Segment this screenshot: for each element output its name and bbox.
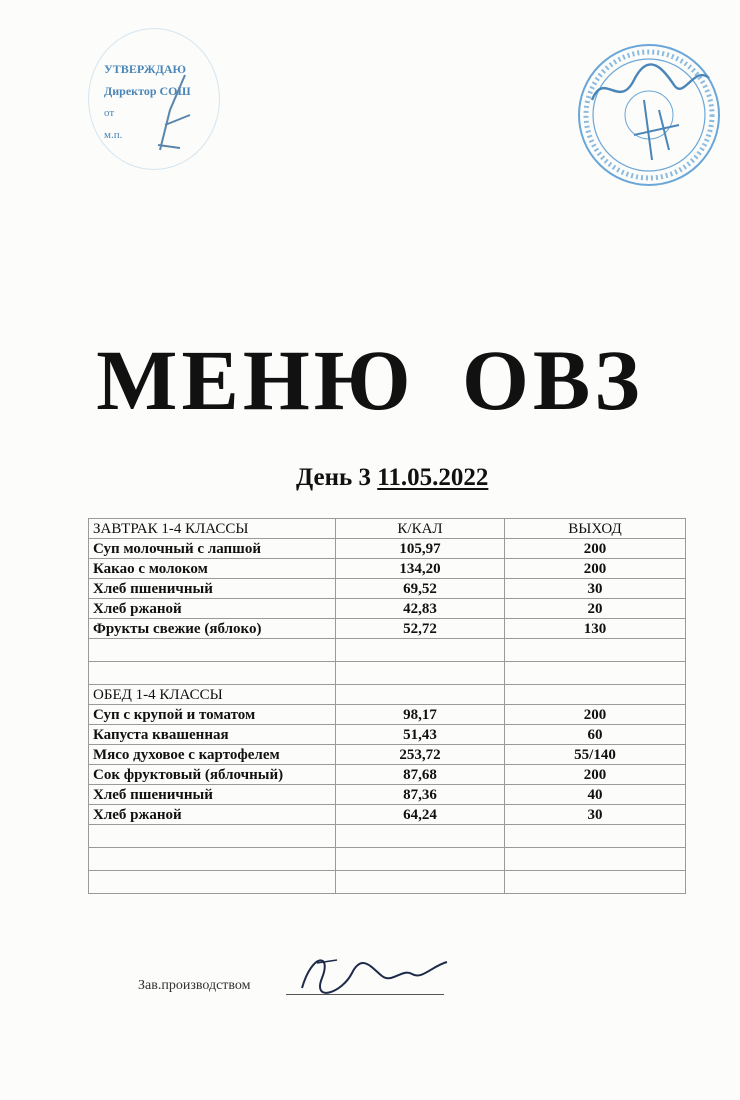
- table-row: [89, 785, 686, 805]
- kcal-cell: 42,83: [336, 599, 505, 619]
- output-cell: 200: [505, 539, 686, 559]
- dish-name-cell: Хлеб пшеничный: [89, 579, 336, 599]
- dish-name-cell: Капуста квашенная: [89, 725, 336, 745]
- table-row: [89, 725, 686, 745]
- kcal-cell: 52,72: [336, 619, 505, 639]
- blank-row: [89, 825, 686, 848]
- footer-label: Зав.производством: [138, 978, 251, 993]
- header-cell-output: ВЫХОД: [505, 519, 686, 539]
- output-cell: [505, 685, 686, 705]
- dish-name-cell: [89, 871, 336, 894]
- output-cell: 30: [505, 805, 686, 825]
- output-cell: [505, 871, 686, 894]
- table-row: [89, 805, 686, 825]
- output-cell: [505, 662, 686, 685]
- table-row: [89, 705, 686, 725]
- table-header-row: [89, 519, 686, 539]
- output-cell: [505, 848, 686, 871]
- table-row: [89, 745, 686, 765]
- table-row: [89, 559, 686, 579]
- output-cell: 200: [505, 705, 686, 725]
- dish-name-cell: Хлеб ржаной: [89, 805, 336, 825]
- page-title: МЕНЮ ОВЗ: [96, 332, 644, 428]
- kcal-cell: [336, 871, 505, 894]
- blank-row: [89, 871, 686, 894]
- table-row: [89, 765, 686, 785]
- approval-line-1: УТВЕРЖДАЮ: [104, 62, 187, 76]
- approval-line-3: от: [104, 107, 115, 119]
- blank-row: [89, 662, 686, 685]
- round-seal-icon: [574, 40, 724, 190]
- section-row: [89, 685, 686, 705]
- kcal-cell: 98,17: [336, 705, 505, 725]
- output-cell: [505, 639, 686, 662]
- kcal-cell: 87,68: [336, 765, 505, 785]
- signature-icon: [292, 948, 452, 998]
- dish-name-cell: Хлеб ржаной: [89, 599, 336, 619]
- dish-name-cell: ОБЕД 1-4 КЛАССЫ: [89, 685, 336, 705]
- kcal-cell: 64,24: [336, 805, 505, 825]
- kcal-cell: 105,97: [336, 539, 505, 559]
- kcal-cell: [336, 639, 505, 662]
- dish-name-cell: [89, 848, 336, 871]
- output-cell: 20: [505, 599, 686, 619]
- menu-table: [88, 518, 686, 894]
- blank-row: [89, 639, 686, 662]
- kcal-cell: [336, 825, 505, 848]
- day-date: 11.05.2022: [377, 464, 489, 491]
- output-cell: 30: [505, 579, 686, 599]
- dish-name-cell: Хлеб пшеничный: [89, 785, 336, 805]
- approval-line-4: м.п.: [104, 129, 123, 141]
- dish-name-cell: Суп молочный с лапшой: [89, 539, 336, 559]
- dish-name-cell: Мясо духовое с картофелем: [89, 745, 336, 765]
- output-cell: [505, 825, 686, 848]
- dish-name-cell: Фрукты свежие (яблоко): [89, 619, 336, 639]
- table-row: [89, 579, 686, 599]
- kcal-cell: 69,52: [336, 579, 505, 599]
- director-signature-icon: [140, 70, 200, 160]
- kcal-cell: [336, 685, 505, 705]
- output-cell: 60: [505, 725, 686, 745]
- dish-name-cell: [89, 825, 336, 848]
- output-cell: 130: [505, 619, 686, 639]
- dish-name-cell: Сок фруктовый (яблочный): [89, 765, 336, 785]
- output-cell: 200: [505, 765, 686, 785]
- table-row: [89, 619, 686, 639]
- dish-name-cell: [89, 662, 336, 685]
- blank-row: [89, 848, 686, 871]
- kcal-cell: 51,43: [336, 725, 505, 745]
- table-row: [89, 599, 686, 619]
- header-cell-kcal: К/КАЛ: [336, 519, 505, 539]
- dish-name-cell: [89, 639, 336, 662]
- output-cell: 40: [505, 785, 686, 805]
- kcal-cell: [336, 662, 505, 685]
- kcal-cell: 87,36: [336, 785, 505, 805]
- dish-name-cell: Какао с молоком: [89, 559, 336, 579]
- day-heading: [296, 464, 488, 492]
- dish-name-cell: Суп с крупой и томатом: [89, 705, 336, 725]
- approval-line-2: Директор СОШ: [104, 84, 191, 98]
- table-row: [89, 539, 686, 559]
- output-cell: 55/140: [505, 745, 686, 765]
- output-cell: 200: [505, 559, 686, 579]
- kcal-cell: 134,20: [336, 559, 505, 579]
- kcal-cell: 253,72: [336, 745, 505, 765]
- day-label: День 3: [296, 464, 371, 491]
- header-cell-meal: ЗАВТРАК 1-4 КЛАССЫ: [89, 519, 336, 539]
- kcal-cell: [336, 848, 505, 871]
